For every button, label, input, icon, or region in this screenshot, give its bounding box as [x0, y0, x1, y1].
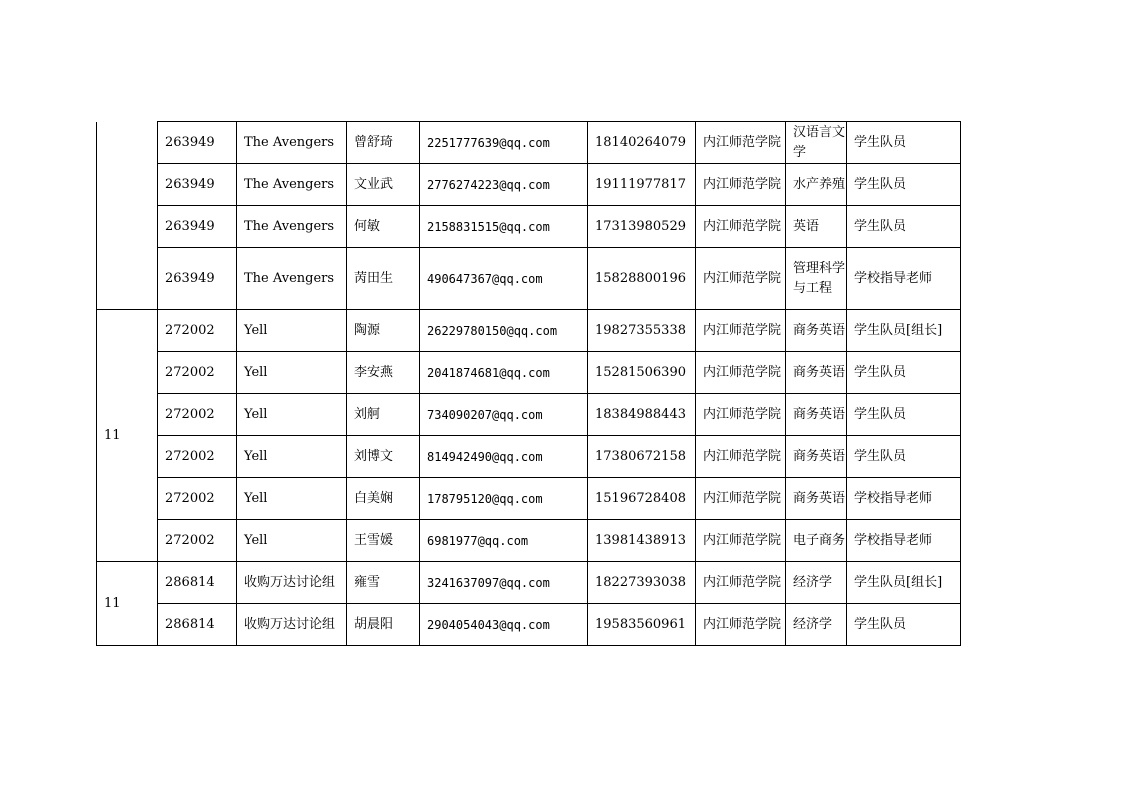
table-row — [97, 164, 961, 206]
major-cell: 管理科学与工程 — [786, 248, 847, 310]
email-cell: 734090207@qq.com — [420, 394, 588, 436]
phone-cell: 18227393038 — [588, 562, 696, 604]
school-cell: 内江师范学院 — [696, 248, 786, 310]
member-name-cell: 文业武 — [347, 164, 420, 206]
team-id-cell: 272002 — [158, 310, 237, 352]
team-id-cell: 272002 — [158, 436, 237, 478]
email-cell: 178795120@qq.com — [420, 478, 588, 520]
school-cell: 内江师范学院 — [696, 310, 786, 352]
role-cell: 学生队员[组长] — [847, 310, 961, 352]
phone-cell: 19583560961 — [588, 604, 696, 646]
phone-cell: 17313980529 — [588, 206, 696, 248]
team-id-cell: 272002 — [158, 352, 237, 394]
email-cell: 2776274223@qq.com — [420, 164, 588, 206]
school-cell: 内江师范学院 — [696, 520, 786, 562]
major-cell: 经济学 — [786, 562, 847, 604]
phone-cell: 17380672158 — [588, 436, 696, 478]
team-name-cell: Yell — [237, 352, 347, 394]
table-row — [97, 478, 961, 520]
team-name-cell: Yell — [237, 394, 347, 436]
member-name-cell: 雍雪 — [347, 562, 420, 604]
major-cell: 商务英语 — [786, 352, 847, 394]
role-cell: 学生队员 — [847, 436, 961, 478]
email-cell: 3241637097@qq.com — [420, 562, 588, 604]
school-cell: 内江师范学院 — [696, 352, 786, 394]
team-name-cell: Yell — [237, 478, 347, 520]
major-cell: 商务英语 — [786, 310, 847, 352]
table-row — [97, 352, 961, 394]
email-cell: 2904054043@qq.com — [420, 604, 588, 646]
table-row — [97, 248, 961, 310]
role-cell: 学校指导老师 — [847, 248, 961, 310]
role-cell: 学生队员[组长] — [847, 562, 961, 604]
email-cell: 2158831515@qq.com — [420, 206, 588, 248]
team-id-cell: 263949 — [158, 164, 237, 206]
phone-cell: 18384988443 — [588, 394, 696, 436]
major-cell: 商务英语 — [786, 436, 847, 478]
member-name-cell: 王雪媛 — [347, 520, 420, 562]
team-name-cell: 收购万达讨论组 — [237, 604, 347, 646]
team-name-cell: Yell — [237, 310, 347, 352]
email-cell: 2251777639@qq.com — [420, 122, 588, 164]
team-name-cell: Yell — [237, 436, 347, 478]
team-id-cell: 263949 — [158, 122, 237, 164]
role-cell: 学生队员 — [847, 604, 961, 646]
school-cell: 内江师范学院 — [696, 604, 786, 646]
member-name-cell: 刘舸 — [347, 394, 420, 436]
major-cell: 商务英语 — [786, 394, 847, 436]
table-row — [97, 206, 961, 248]
phone-cell: 15281506390 — [588, 352, 696, 394]
school-cell: 内江师范学院 — [696, 436, 786, 478]
role-cell: 学校指导老师 — [847, 520, 961, 562]
phone-cell: 19827355338 — [588, 310, 696, 352]
group-number-cell: 11 — [97, 562, 158, 646]
role-cell: 学生队员 — [847, 394, 961, 436]
group-number-cell: 11 — [97, 310, 158, 562]
email-cell: 26229780150@qq.com — [420, 310, 588, 352]
school-cell: 内江师范学院 — [696, 394, 786, 436]
team-name-cell: Yell — [237, 520, 347, 562]
role-cell: 学生队员 — [847, 122, 961, 164]
table-row — [97, 520, 961, 562]
table-row — [97, 122, 961, 164]
team-id-cell: 263949 — [158, 206, 237, 248]
table-row — [97, 604, 961, 646]
school-cell: 内江师范学院 — [696, 206, 786, 248]
email-cell: 2041874681@qq.com — [420, 352, 588, 394]
email-cell: 490647367@qq.com — [420, 248, 588, 310]
table-row — [97, 436, 961, 478]
team-name-cell: 收购万达讨论组 — [237, 562, 347, 604]
major-cell: 英语 — [786, 206, 847, 248]
table-row — [97, 310, 961, 352]
phone-cell: 13981438913 — [588, 520, 696, 562]
major-cell: 电子商务 — [786, 520, 847, 562]
major-cell: 水产养殖 — [786, 164, 847, 206]
email-cell: 814942490@qq.com — [420, 436, 588, 478]
role-cell: 学生队员 — [847, 164, 961, 206]
team-id-cell: 272002 — [158, 520, 237, 562]
table-body — [97, 122, 961, 646]
role-cell: 学生队员 — [847, 206, 961, 248]
member-name-cell: 白美娴 — [347, 478, 420, 520]
team-name-cell: The Avengers — [237, 248, 347, 310]
team-name-cell: The Avengers — [237, 206, 347, 248]
phone-cell: 15196728408 — [588, 478, 696, 520]
team-name-cell: The Avengers — [237, 122, 347, 164]
team-name-cell: The Avengers — [237, 164, 347, 206]
team-id-cell: 286814 — [158, 562, 237, 604]
email-cell: 6981977@qq.com — [420, 520, 588, 562]
school-cell: 内江师范学院 — [696, 122, 786, 164]
member-name-cell: 何敏 — [347, 206, 420, 248]
team-id-cell: 272002 — [158, 394, 237, 436]
member-name-cell: 陶源 — [347, 310, 420, 352]
member-name-cell: 李安燕 — [347, 352, 420, 394]
team-id-cell: 272002 — [158, 478, 237, 520]
team-id-cell: 263949 — [158, 248, 237, 310]
group-number-cell — [97, 122, 158, 310]
phone-cell: 19111977817 — [588, 164, 696, 206]
phone-cell: 18140264079 — [588, 122, 696, 164]
member-name-cell: 胡晨阳 — [347, 604, 420, 646]
major-cell: 商务英语 — [786, 478, 847, 520]
member-name-cell: 苪田生 — [347, 248, 420, 310]
role-cell: 学生队员 — [847, 352, 961, 394]
school-cell: 内江师范学院 — [696, 562, 786, 604]
member-name-cell: 曾舒琦 — [347, 122, 420, 164]
member-name-cell: 刘博文 — [347, 436, 420, 478]
school-cell: 内江师范学院 — [696, 164, 786, 206]
major-cell: 汉语言文学 — [786, 122, 847, 164]
phone-cell: 15828800196 — [588, 248, 696, 310]
major-cell: 经济学 — [786, 604, 847, 646]
team-roster-table — [96, 121, 961, 646]
school-cell: 内江师范学院 — [696, 478, 786, 520]
team-id-cell: 286814 — [158, 604, 237, 646]
role-cell: 学校指导老师 — [847, 478, 961, 520]
table-row — [97, 562, 961, 604]
table-row — [97, 394, 961, 436]
